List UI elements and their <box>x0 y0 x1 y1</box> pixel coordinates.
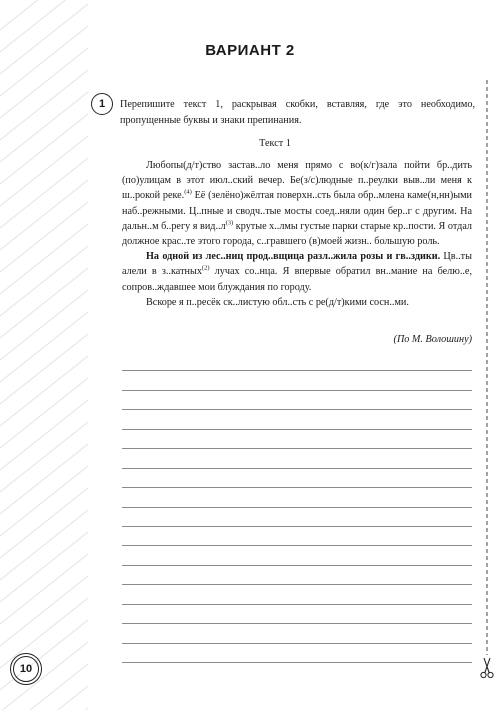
answer-line[interactable] <box>122 410 472 429</box>
variant-title: ВАРИАНТ 2 <box>205 42 295 59</box>
answer-line[interactable] <box>122 449 472 468</box>
answer-line[interactable] <box>122 585 472 604</box>
passage-paragraph-2: На одной из лес..ниц прод..вщица разл..жила розы и гв..здики. Цв..ты алели в з..катных$^{(2)}$ лучах со..нца. Я впервые обратил вн..мание на белю..е, сопров..ждавшее мои блуждания по городу. <box>122 251 472 293</box>
answer-line[interactable] <box>122 508 472 527</box>
cut-line <box>480 80 494 680</box>
passage-heading: Текст 1 <box>259 138 291 149</box>
answer-line[interactable] <box>122 430 472 449</box>
margin-guide-lines <box>0 0 90 710</box>
answer-line[interactable] <box>122 624 472 643</box>
answer-line[interactable] <box>122 469 472 488</box>
answer-line[interactable] <box>122 605 472 624</box>
passage-text <box>122 158 472 310</box>
page-number-badge <box>10 653 42 685</box>
answer-lines[interactable] <box>122 352 472 663</box>
answer-line[interactable] <box>122 352 472 371</box>
task-instruction: Перепишите текст 1, раскрывая скобки, вставляя, где это необходимо, пропущенные буквы и знаки препинания. <box>120 99 475 126</box>
answer-line[interactable] <box>122 644 472 663</box>
passage-paragraph-3: Вскоре я п..ресёк ск..листую обл..сть с ре(д/т)кими сосн..ми. <box>146 296 409 308</box>
answer-line[interactable] <box>122 546 472 565</box>
answer-line[interactable] <box>122 566 472 585</box>
answer-line[interactable] <box>122 391 472 410</box>
answer-line[interactable] <box>122 371 472 390</box>
answer-line[interactable] <box>122 527 472 546</box>
page-number: 10 <box>13 656 39 682</box>
task-number-badge: 1 <box>91 93 113 115</box>
scissors-icon <box>481 658 493 678</box>
answer-line[interactable] <box>122 488 472 507</box>
passage-paragraph-1: Любопы(д/т)ство застав..ло меня прямо с во(к/г)зала пойти бр..дить (по)улицам в этот июл..ский вечер. Бе(з/с)людные п..реулки выв..ли меня к ш..рокой реке.$^{(4)}$ Её (зелёно)жёлтая поверхн..сть была обр..млена каме(н,нн)ыми наб..режными. Ц..пные и сводч..тые мосты соед..няли один бер..г с другим. На дальн..м б..регу я $вид..л^{(3)}$ крутые х..лмы густые парки старые кр..пости. Я отдал должное крас..те этого города, с..гравшего (в)моей жизн.. большую роль. <box>122 160 473 248</box>
passage-attribution: (По М. Волошину) <box>393 334 472 345</box>
